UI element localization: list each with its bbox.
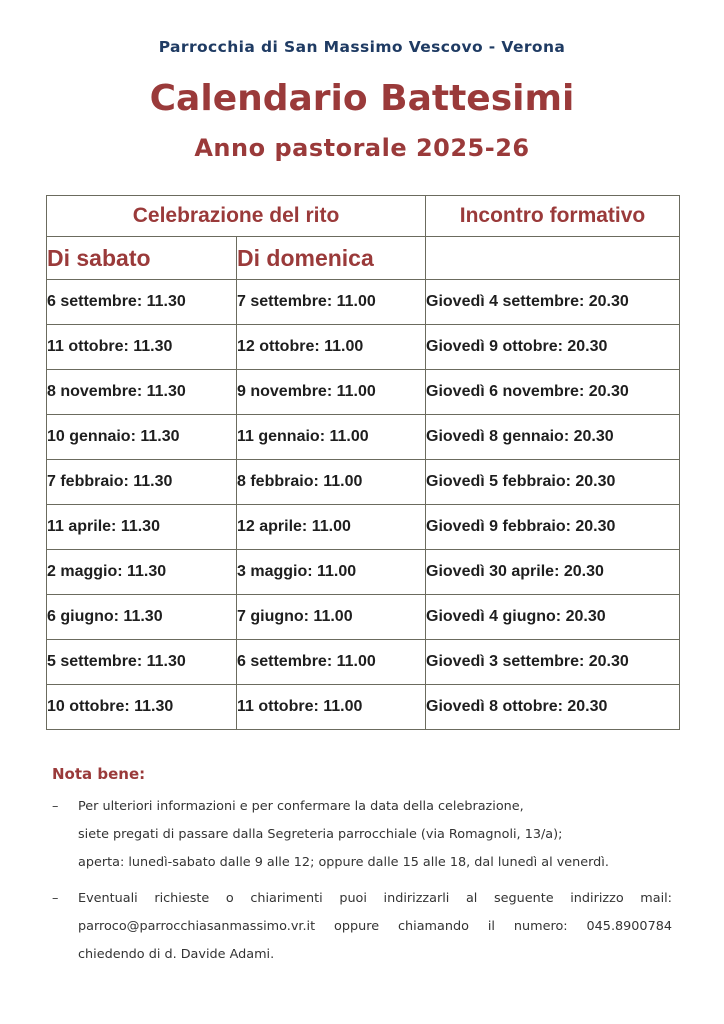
meeting-cell: Giovedì 8 ottobre: 20.30 [426,685,680,730]
table-row [47,595,680,640]
note-line: parroco@parrocchiasanmassimo.vr.it oppure chiamando il numero: 045.8900784 [78,919,672,934]
sunday-cell: 12 ottobre: 11.00 [237,325,426,370]
table-row [47,505,680,550]
note-line: Eventuali richieste o chiarimenti puoi indirizzarli al seguente indirizzo mail: [78,891,672,906]
table-row [47,550,680,595]
group-header-row [47,196,680,237]
meeting-cell: Giovedì 4 settembre: 20.30 [426,280,680,325]
group-header-celebration: Celebrazione del rito [47,196,426,237]
saturday-cell: 10 ottobre: 11.30 [47,685,237,730]
page-subtitle: Anno pastorale 2025-26 [194,134,530,162]
saturday-cell: 7 febbraio: 11.30 [47,460,237,505]
note-item [52,793,672,877]
saturday-cell: 6 settembre: 11.30 [47,280,237,325]
meeting-cell: Giovedì 9 febbraio: 20.30 [426,505,680,550]
group-header-meeting: Incontro formativo [426,196,680,237]
note-item [52,885,672,969]
sunday-cell: 11 ottobre: 11.00 [237,685,426,730]
parish-name: Parrocchia di San Massimo Vescovo - Verona [158,38,566,56]
column-header-empty [426,237,680,280]
sunday-cell: 3 maggio: 11.00 [237,550,426,595]
column-header-saturday: Di sabato [47,237,237,280]
note-line: aperta: lunedì-sabato dalle 9 alle 12; oppure dalle 15 alle 18, dal lunedì al venerdì. [78,855,609,870]
table-row [47,415,680,460]
notes-section [52,765,672,977]
bullet-dash: – [52,799,59,814]
saturday-cell: 11 ottobre: 11.30 [47,325,237,370]
note-line: siete pregati di passare dalla Segreteria parrocchiale (via Romagnoli, 13/a); [78,827,563,842]
note-line: chiedendo di d. Davide Adami. [78,947,275,962]
meeting-cell: Giovedì 3 settembre: 20.30 [426,640,680,685]
saturday-cell: 5 settembre: 11.30 [47,640,237,685]
meeting-cell: Giovedì 9 ottobre: 20.30 [426,325,680,370]
table-row [47,460,680,505]
meeting-cell: Giovedì 8 gennaio: 20.30 [426,415,680,460]
sunday-cell: 7 settembre: 11.00 [237,280,426,325]
table-row [47,685,680,730]
table-row [47,280,680,325]
sunday-cell: 9 novembre: 11.00 [237,370,426,415]
page-title: Calendario Battesimi [149,78,575,119]
note-line: Per ulteriori informazioni e per confermare la data della celebrazione, [78,799,524,814]
column-header-sunday: Di domenica [237,237,426,280]
sunday-cell: 11 gennaio: 11.00 [237,415,426,460]
baptism-calendar-table [46,195,680,730]
saturday-cell: 8 novembre: 11.30 [47,370,237,415]
sunday-cell: 8 febbraio: 11.00 [237,460,426,505]
sunday-cell: 7 giugno: 11.00 [237,595,426,640]
table-row [47,370,680,415]
meeting-cell: Giovedì 6 novembre: 20.30 [426,370,680,415]
sunday-cell: 6 settembre: 11.00 [237,640,426,685]
table-row [47,325,680,370]
meeting-cell: Giovedì 30 aprile: 20.30 [426,550,680,595]
meeting-cell: Giovedì 5 febbraio: 20.30 [426,460,680,505]
saturday-cell: 2 maggio: 11.30 [47,550,237,595]
meeting-cell: Giovedì 4 giugno: 20.30 [426,595,680,640]
notes-title: Nota bene: [52,765,146,783]
table-row [47,640,680,685]
saturday-cell: 11 aprile: 11.30 [47,505,237,550]
saturday-cell: 6 giugno: 11.30 [47,595,237,640]
bullet-dash: – [52,891,59,906]
saturday-cell: 10 gennaio: 11.30 [47,415,237,460]
column-header-row [47,237,680,280]
sunday-cell: 12 aprile: 11.00 [237,505,426,550]
